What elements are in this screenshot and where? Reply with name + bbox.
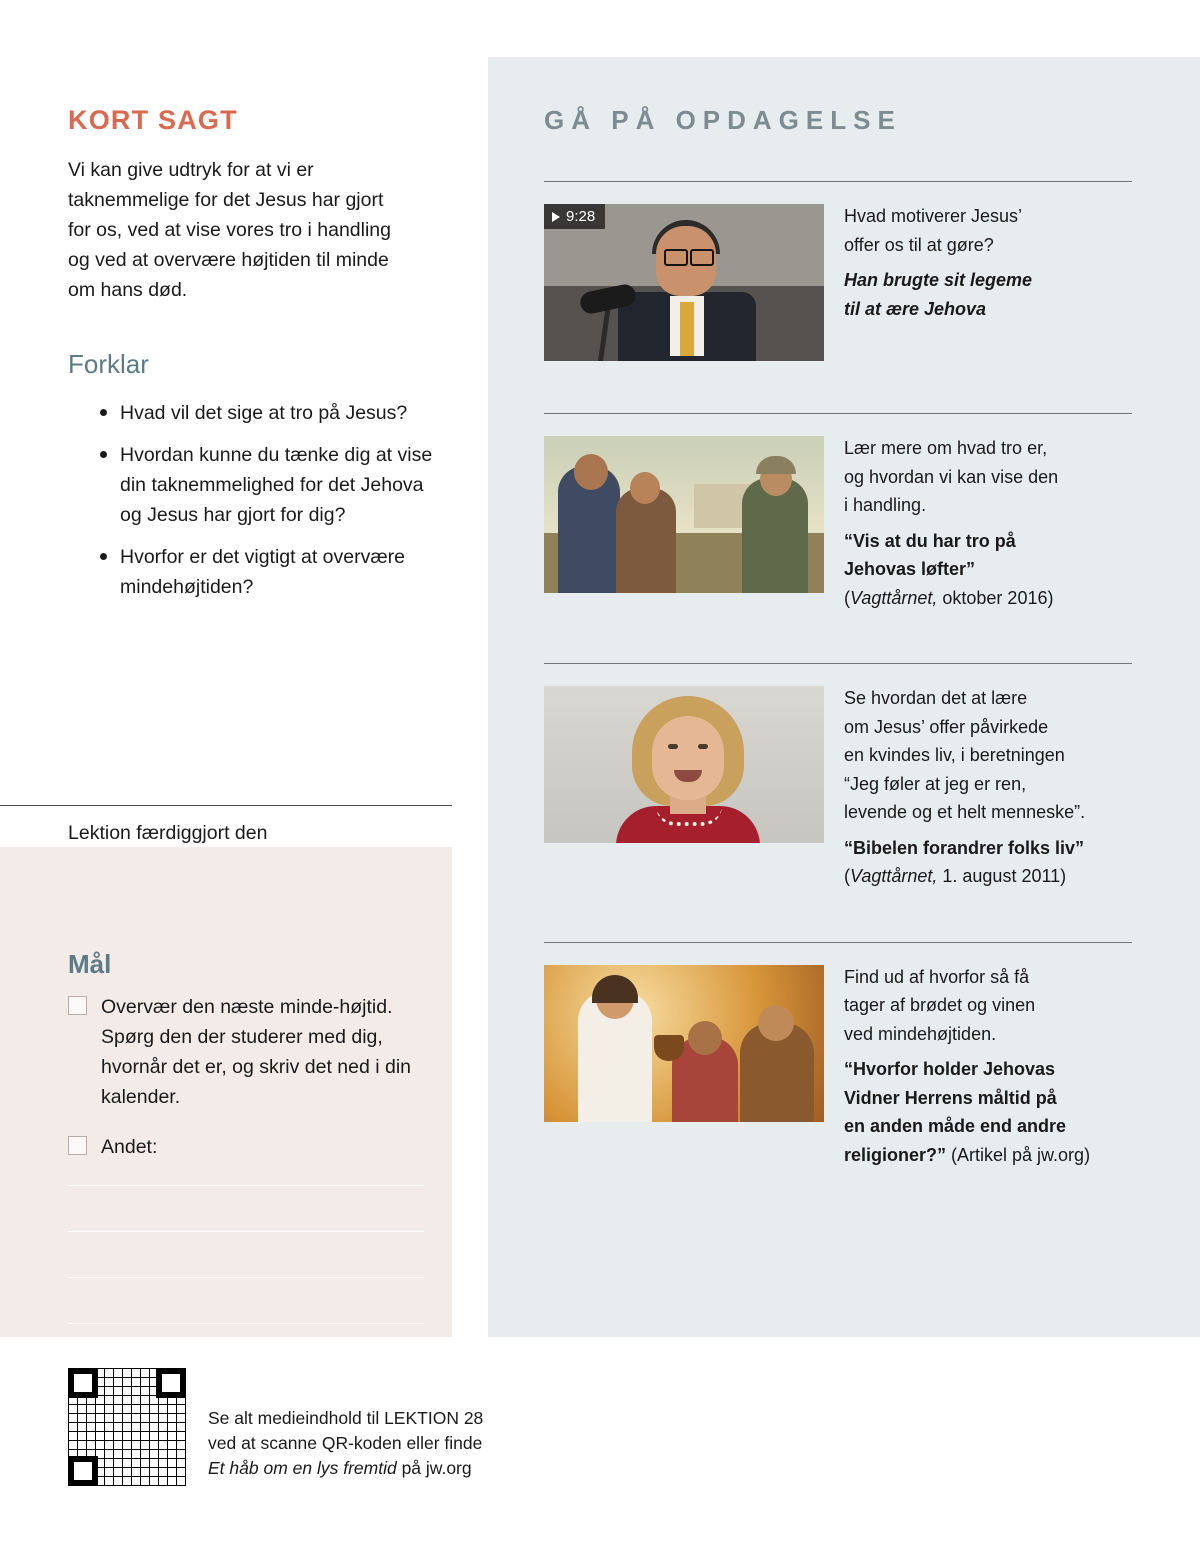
write-line[interactable] [68,1185,424,1186]
qr-finder-icon [68,1456,98,1486]
glasses-icon [664,249,688,266]
pearl-necklace [656,806,722,826]
entry-title-line: “Hvorfor holder Jehovas [844,1059,1056,1079]
entry-line: en kvindes liv, i beretningen [844,745,1065,765]
video-duration-badge[interactable] [544,204,605,229]
entry-divider [544,942,1132,943]
write-line[interactable] [68,1277,424,1278]
entry-divider [544,181,1132,182]
entry-text-3 [844,686,1132,890]
entry-text-1 [844,204,1132,361]
entry-source [844,864,1132,890]
entry-title-line: Han brugte sit legeme [844,270,1033,290]
entry-title-last-line [844,1143,1132,1169]
entry-title-line: en anden måde end andre [844,1116,1067,1136]
video-thumbnail[interactable] [544,204,824,361]
goals-heading: Mål [68,948,112,979]
left-column [0,57,488,1337]
footer-line-3-rest: på jw.org [396,1458,472,1478]
entry-trailing-note: (Artikel på jw.org) [946,1144,1091,1165]
entry-divider [544,413,1132,414]
discover-heading: GÅ PÅ OPDAGELSE [544,105,902,135]
left-column-content [68,57,458,614]
media-entry-article-faith[interactable] [544,413,1134,611]
footer-line-1: Se alt medieindhold til LEKTION 28 [208,1408,484,1428]
entry-text-2 [844,436,1132,611]
entry-title-line: religioner?” [844,1144,947,1165]
goal-item-1[interactable] [68,992,431,1112]
entry-title-line: Vidner Herrens måltid på [844,1087,1057,1108]
entry-title-line: til at ære Jehova [844,298,987,319]
write-line[interactable] [68,1231,424,1232]
entry-line: Find ud af hvorfor så få [844,966,1030,987]
figure-head [630,472,660,504]
goal-item-2[interactable] [68,1132,431,1162]
write-line[interactable] [68,1323,424,1324]
entry-line: om Jesus’ offer påvirkede [844,716,1049,737]
media-entry-article-memorial[interactable] [544,942,1134,1169]
source-publication: Vagttårnet, [850,587,938,608]
list-item: Hvorfor er det vigtigt at overvære mindehøjtiden? [100,542,450,602]
page-title: KORT SAGT [68,105,238,135]
checkbox-icon[interactable] [68,996,87,1015]
entry-line: Hvad motiverer Jesus’ [844,206,1023,226]
figure-head [688,1021,722,1055]
footer [68,1368,483,1486]
goal-item-1-label: Overvær den næste minde-højtid. Spørg den der studerer med dig, hvornår det er, og skriv det ned i din kalender. [101,996,412,1108]
source-open-paren: ( [844,866,850,886]
checkbox-icon[interactable] [68,1136,87,1155]
footer-text [208,1368,483,1481]
entry-title-line: “Vis at du har tro på [844,530,1016,551]
entry-title-line: “Bibelen forandrer folks liv” [844,837,1085,858]
entry-line: og hvordan vi kan vise den [844,466,1059,487]
article-thumbnail-woman[interactable] [544,686,824,843]
list-item: Hvad vil det sige at tro på Jesus? [100,398,450,428]
list-item: Hvordan kunne du tænke dig at vise din taknemmelighed for det Jehova og Jesus har gjort for dig? [100,440,450,530]
article-thumbnail-memorial[interactable] [544,965,824,1122]
writing-lines[interactable] [68,1185,424,1369]
lesson-completed-label: Lektion færdiggjort den [68,822,268,844]
entry-line: levende og et helt menneske”. [844,802,1086,822]
video-duration-label: 9:28 [566,208,596,225]
figure-head [574,454,608,490]
entry-source [844,586,1132,612]
entry-text-4 [844,965,1132,1169]
footer-line-2: ved at scanne QR-koden eller finde [208,1433,483,1453]
footer-line-3 [208,1456,483,1481]
entry-title-line: Jehovas løfter” [844,559,976,579]
media-entry-video[interactable] [544,181,1134,361]
media-entry-article-life[interactable] [544,663,1134,890]
figure-head [758,1005,794,1041]
source-open-paren: ( [844,587,850,608]
eye-icon [668,744,678,749]
divider [0,805,452,806]
source-publication: Vagttårnet, [850,866,938,886]
eye-icon [698,744,708,749]
entry-line: tager af brødet og vinen [844,995,1036,1015]
entry-line: offer os til at gøre? [844,234,994,255]
summary-paragraph: Vi kan give udtryk for at vi er taknemmelige for det Jesus har gjort for os, ved at vise vores tro i handling og ved at overvære højtiden til minde om hans død. [68,159,391,301]
speaker-tie [680,302,694,356]
article-thumbnail-faith[interactable] [544,436,824,593]
explain-heading: Forklar [68,349,149,379]
wine-cup-icon [654,1035,684,1061]
qr-code-icon[interactable] [68,1368,186,1486]
source-date: 1. august 2011) [937,866,1067,886]
discover-section [544,57,1134,1168]
entry-line: i handling. [844,495,927,515]
entry-line: “Jeg føler at jeg er ren, [844,773,1027,794]
woman-face [652,716,724,800]
entry-divider [544,663,1132,664]
source-date: oktober 2016) [937,587,1054,608]
explain-question-list [68,398,458,602]
glasses-icon [690,249,714,266]
entry-line: Lær mere om hvad tro er, [844,438,1048,458]
goal-item-2-label: Andet: [101,1136,158,1158]
play-icon[interactable] [552,212,560,222]
publication-title: Et håb om en lys fremtid [208,1458,397,1478]
entry-line: Se hvordan det at lære [844,688,1028,708]
entry-line: ved mindehøjtiden. [844,1023,997,1044]
